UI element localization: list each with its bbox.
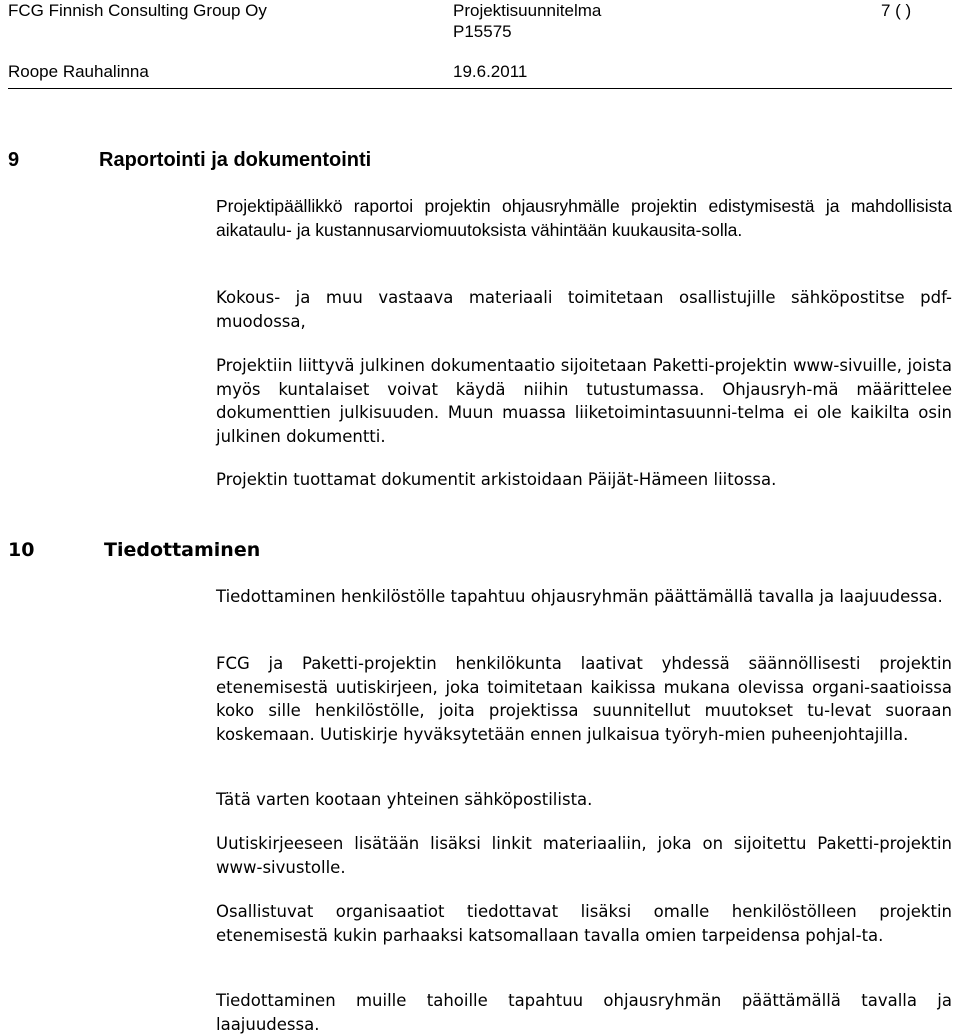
paragraph: Tätä varten kootaan yhteinen sähköpostilista. — [216, 790, 593, 809]
paragraph: Projektiin liittyvä julkinen dokumentaatio sijoitetaan Paketti-projektin www-sivuille, joista myös kuntalaiset voivat käydä niihin tutustumassa. Ohjausryh-mä määrittelee dokumenttien julkisuuden. Muun muassa liiketoimintasuunni-telma ei ole kaikilta osin julkinen dokumentti. — [216, 356, 952, 446]
paragraph: Projektipäällikkö raportoi projektin ohjausryhmälle projektin edistymisestä ja mahdollisista aikataulu- ja kustannusarviomuutoksista vähintään kuukausita-solla. — [216, 196, 952, 240]
header-author: Roope Rauhalinna — [8, 62, 149, 81]
section-number: 9 — [8, 149, 20, 171]
header-doc-title: Projektisuunnitelma — [453, 1, 602, 20]
header-doc-code: P15575 — [453, 22, 512, 41]
paragraph: Uutiskirjeeseen lisätään lisäksi linkit materiaaliin, joka on sijoitettu Paketti-projektin www-sivustolle. — [216, 834, 952, 877]
paragraph: Tiedottaminen henkilöstölle tapahtuu ohjausryhmän päättämällä tavalla ja laajuudessa. — [216, 587, 943, 606]
paragraph: FCG ja Paketti-projektin henkilökunta laativat yhdessä säännöllisesti projektin etenemisestä uutiskirjeen, joka toimitetaan kaikissa mukana olevissa organi-saatioissa koko sille henkilöstölle, joita projektissa suunnitellut muutokset tu-levat suoraan koskemaan. Uutiskirje hyväksytetään ennen julkaisua työryh-mien puheenjohtajilla. — [216, 654, 952, 744]
header-date: 19.6.2011 — [453, 62, 528, 81]
section-number: 10 — [8, 539, 35, 561]
header-company: FCG Finnish Consulting Group Oy — [8, 1, 267, 20]
paragraph: Osallistuvat organisaatiot tiedottavat lisäksi omalle henkilöstölleen projektin etenemisestä kukin parhaaksi katsomallaan tavalla omien tarpeidensa pohjal-ta. — [216, 902, 952, 945]
paragraph: Kokous- ja muu vastaava materiaali toimitetaan osallistujille sähköpostitse pdf-muodossa, — [216, 288, 952, 331]
section-title: Tiedottaminen — [104, 539, 261, 561]
header-page-number: 7 ( ) — [881, 1, 912, 20]
paragraph: Projektin tuottamat dokumentit arkistoidaan Päijät-Hämeen liitossa. — [216, 470, 777, 489]
paragraph: Tiedottaminen muille tahoille tapahtuu ohjausryhmän päättämällä tavalla ja laajuudessa. — [216, 991, 952, 1034]
section-title: Raportointi ja dokumentointi — [99, 149, 372, 171]
header-divider — [8, 88, 952, 89]
